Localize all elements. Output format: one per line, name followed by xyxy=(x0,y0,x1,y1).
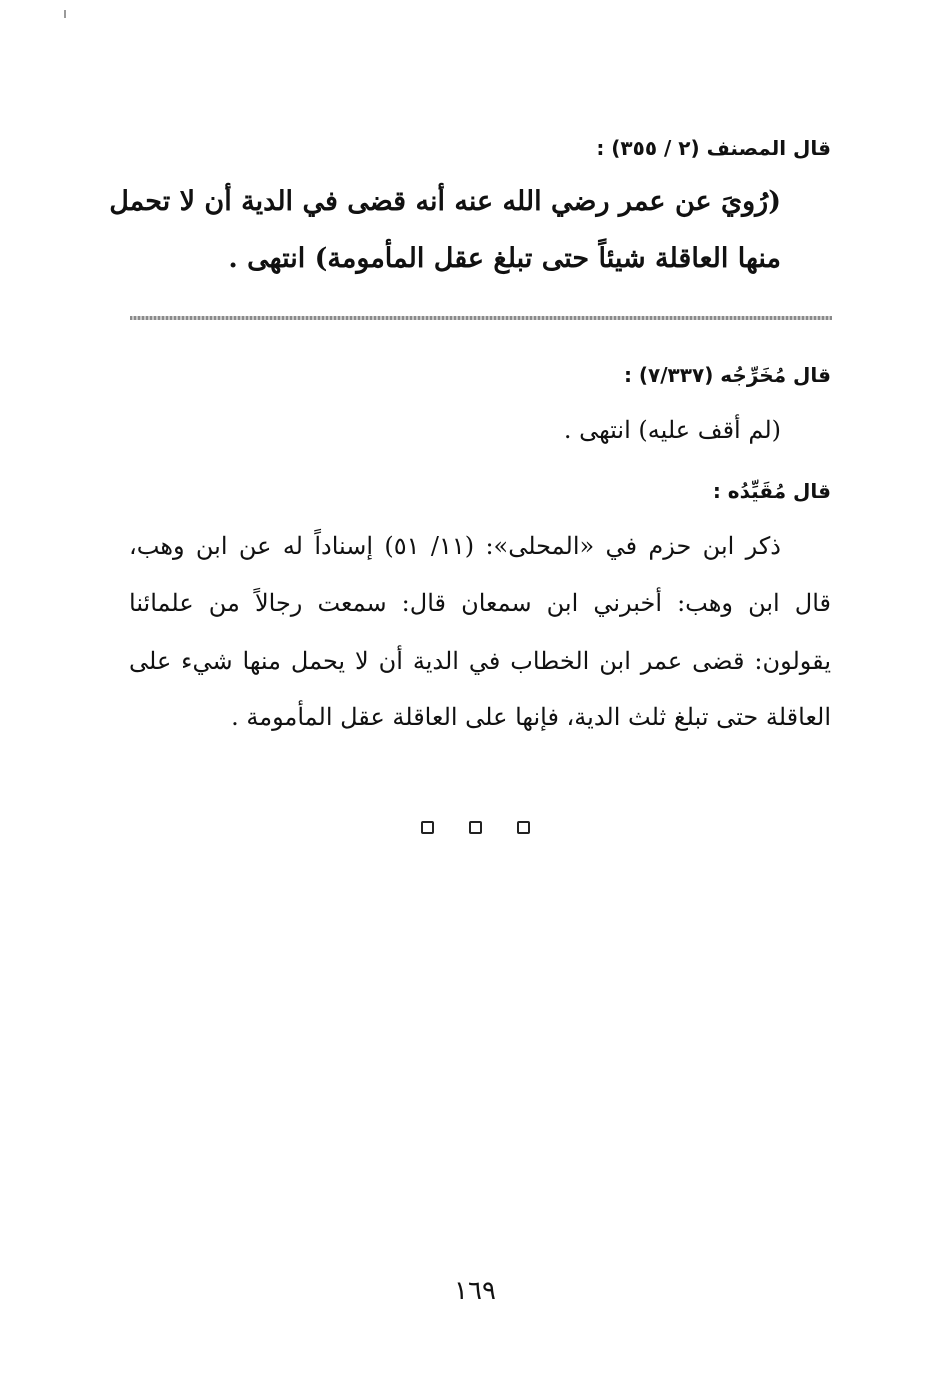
heading-muqayyid: قال مُقَيِّدُه : xyxy=(712,479,831,503)
square-outline-icon xyxy=(469,821,482,834)
paragraph-line-4: العاقلة حتى تبلغ ثلث الدية، فإنها على العاقلة عقل المأمومة . xyxy=(231,703,831,731)
quote-line-2: منها العاقلة شيئاً حتى تبلغ عقل المأمومة) انتهى . xyxy=(228,243,781,274)
square-outline-icon xyxy=(421,821,434,834)
note-text: (لم أقف عليه) انتهى . xyxy=(563,416,781,444)
page-number: ١٦٩ xyxy=(454,1276,496,1306)
paragraph-line-3: يقولون: قضى عمر ابن الخطاب في الدية أن لا يحمل منها شيء على xyxy=(129,647,831,675)
paragraph-line-2: قال ابن وهب: أخبرني ابن سمعان قال: سمعت رجالاً من علمائنا xyxy=(129,589,831,617)
heading-mukharrij: قال مُخَرِّجُه (٧/٣٣٧) : xyxy=(623,363,831,387)
square-outline-icon xyxy=(517,821,530,834)
section-divider xyxy=(130,316,832,320)
heading-musannif: قال المصنف (٢ / ٣٥٥) : xyxy=(596,136,831,160)
quote-line-1: (رُويَ عن عمر رضي الله عنه أنه قضى في الدية أن لا تحمل xyxy=(109,186,781,217)
section-end-ornament xyxy=(421,821,533,837)
paragraph-line-1: ذكر ابن حزم في «المحلى»: (١١/ ٥١) إسناداً له عن ابن وهب، xyxy=(129,532,781,560)
